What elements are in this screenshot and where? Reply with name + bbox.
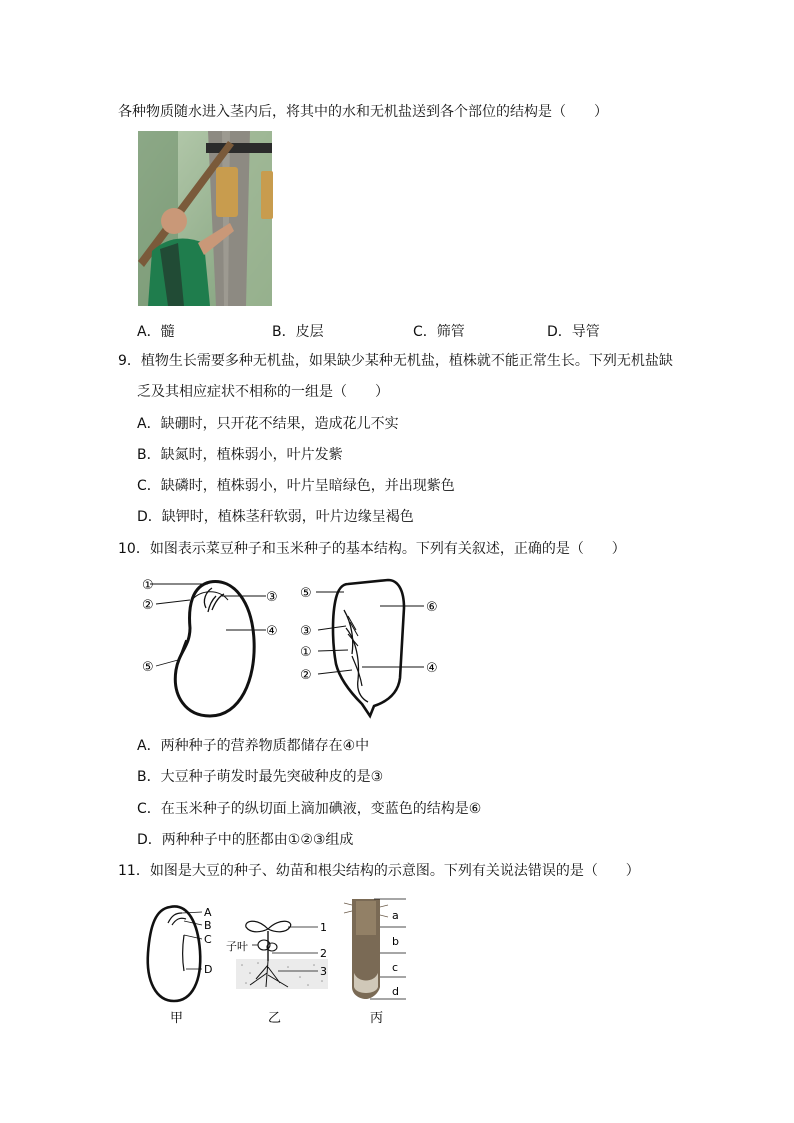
corn-label-6: ⑥ [426,600,438,615]
bean-seed-figure [142,578,278,716]
corn-seed-figure [300,580,438,716]
q9-stem-line2: 乏及其相应症状不相称的一组是（ ） [137,384,389,400]
seed-label-d: D [204,963,213,976]
q9-stem-line1: 9．植物生长需要多种无机盐，如果缺少某种无机盐，植株就不能正常生长。下列无机盐缺 [118,353,673,369]
q9-option-b[interactable]: B．缺氮时，植株弱小，叶片发紫 [137,447,343,463]
corn-label-4: ④ [426,661,438,676]
root-label-b: b [392,935,399,948]
corn-label-1: ① [300,645,312,660]
q10-option-c[interactable]: C．在玉米种子的纵切面上滴加碘液，变蓝色的结构是⑥ [137,801,482,817]
seedling-label-2: 2 [320,947,327,960]
q10-stem: 10．如图表示菜豆种子和玉米种子的基本结构。下列有关叙述，正确的是（ ） [118,541,626,557]
bean-label-2: ② [142,598,154,613]
q9-option-d[interactable]: D．缺钾时，植株茎秆软弱，叶片边缘呈褐色 [137,509,414,525]
q8-options [137,321,677,341]
seed-label-b: B [204,919,212,932]
q11-diagram [138,895,428,1030]
root-tip-figure [344,899,406,1026]
tree-infusion-photo [138,131,272,306]
seedling-label-cotyledon: 子叶 [226,940,248,953]
seed-label-a: A [204,906,212,919]
q10-seed-diagram [130,570,460,720]
bean-label-5: ⑤ [142,660,154,675]
q8-stem: 各种物质随水进入茎内后，将其中的水和无机盐送到各个部位的结构是（ ） [118,104,608,120]
corn-label-2: ② [300,668,312,683]
q10-option-a[interactable]: A．两种种子的营养物质都储存在④中 [137,738,370,754]
q9-option-a[interactable]: A．缺硼时，只开花不结果，造成花儿不实 [137,416,399,432]
q8-option-c[interactable]: C．筛管 [413,324,465,340]
seedling-label-1: 1 [320,921,327,934]
q10-option-b[interactable]: B．大豆种子萌发时最先突破种皮的是③ [137,769,384,785]
q11-stem: 11．如图是大豆的种子、幼苗和根尖结构的示意图。下列有关说法错误的是（ ） [118,863,640,879]
seedling-label-3: 3 [320,965,327,978]
corn-label-5: ⑤ [300,586,312,601]
bean-label-4: ④ [266,624,278,639]
corn-label-3: ③ [300,624,312,639]
root-label-c: c [392,961,399,974]
q9-option-c[interactable]: C．缺磷时，植株弱小，叶片呈暗绿色，并出现紫色 [137,478,455,494]
caption-yi: 乙 [268,1011,282,1026]
bean-label-3: ③ [266,590,278,605]
q10-option-d[interactable]: D．两种种子中的胚都由①②③组成 [137,832,354,848]
bean-label-1: ① [142,578,154,593]
root-label-a: a [392,909,399,922]
q8-option-b[interactable]: B．皮层 [272,324,324,340]
q8-option-d[interactable]: D．导管 [547,324,600,340]
caption-bing: 丙 [370,1011,384,1026]
caption-jia: 甲 [170,1011,184,1026]
soybean-seed-figure [148,906,213,1026]
seed-label-c: C [204,933,212,946]
seedling-figure [226,921,328,1026]
root-label-d: d [392,985,399,998]
q8-option-a[interactable]: A．髓 [137,324,175,340]
